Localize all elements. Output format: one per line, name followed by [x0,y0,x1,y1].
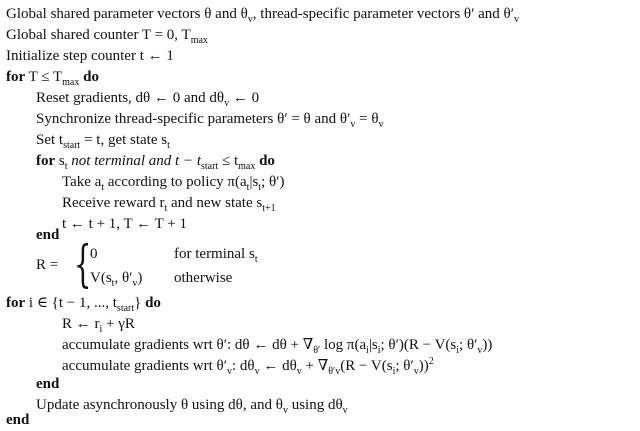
case1-value: 0 [90,246,98,262]
case2-condition: otherwise [174,270,233,286]
line-acc-value: accumulate gradients wrt $\theta'_v$: $d\theta_v$ ← $d\theta_v + \nabla_{\theta'v}(R - V(s_i$; $\theta'_v))^2$ [62,356,434,377]
r-case-lhs: R = [36,257,59,273]
line-sync-params: Synchronize thread-specific parameters θ′ = θ and $\theta'_v = \theta_v$ [36,111,384,130]
line-reset-grad: Reset gradients, dθ ← 0 and $d\theta_v$ ← 0 [36,90,260,109]
line-for-t: for $T \le T_{max}$ do [6,69,99,88]
line-increment: t ← t + 1, T ← T + 1 [62,216,187,232]
line-acc-policy: accumulate gradients wrt θ′: dθ ← $d\theta + \nabla_{\theta'}$ $\log \pi(a_i|s_i$; $\theta')(R - V(s_i$; $\theta'_v$)) [62,337,493,356]
line-init-step: Initialize step counter t ← 1 [6,48,174,64]
line-for-i: for i ∈ {t − 1, ..., $t_{start}$} do [6,295,161,314]
line-set-tstart: Set $t_{start} = t$, get state $s_t$ [36,132,170,151]
line-global-params: Global shared parameter vectors θ and $\theta_v$, thread-specific parameter vectors θ′ and $\theta'_v$ [6,6,520,25]
line-global-counter: Global shared counter T = 0, $T_{max}$ [6,27,208,46]
line-for-s: for $s_t$ not terminal and $t - t_{start} \le t_{max}$ do [36,153,275,172]
line-end-loop: end [36,376,60,392]
left-brace: { [74,235,92,293]
case1-condition: for terminal $s_t$ [174,246,258,265]
line-take-action: Take $a_t$ according to policy $\pi(a_t|s_t$; θ′) [62,174,285,193]
line-end-outer: end [6,412,30,428]
line-r-update: R ← $r_i + \gamma R$ [62,316,135,335]
line-update-async: Update asynchronously θ using dθ, and $\theta_v$ using $d\theta_v$ [36,397,348,416]
case2-value: $V(s_t$, $\theta'_v$) [90,270,143,289]
line-end-inner: end [36,227,60,243]
line-receive-reward: Receive reward $r_t$ and new state $s_{t+1}$ [62,195,276,214]
